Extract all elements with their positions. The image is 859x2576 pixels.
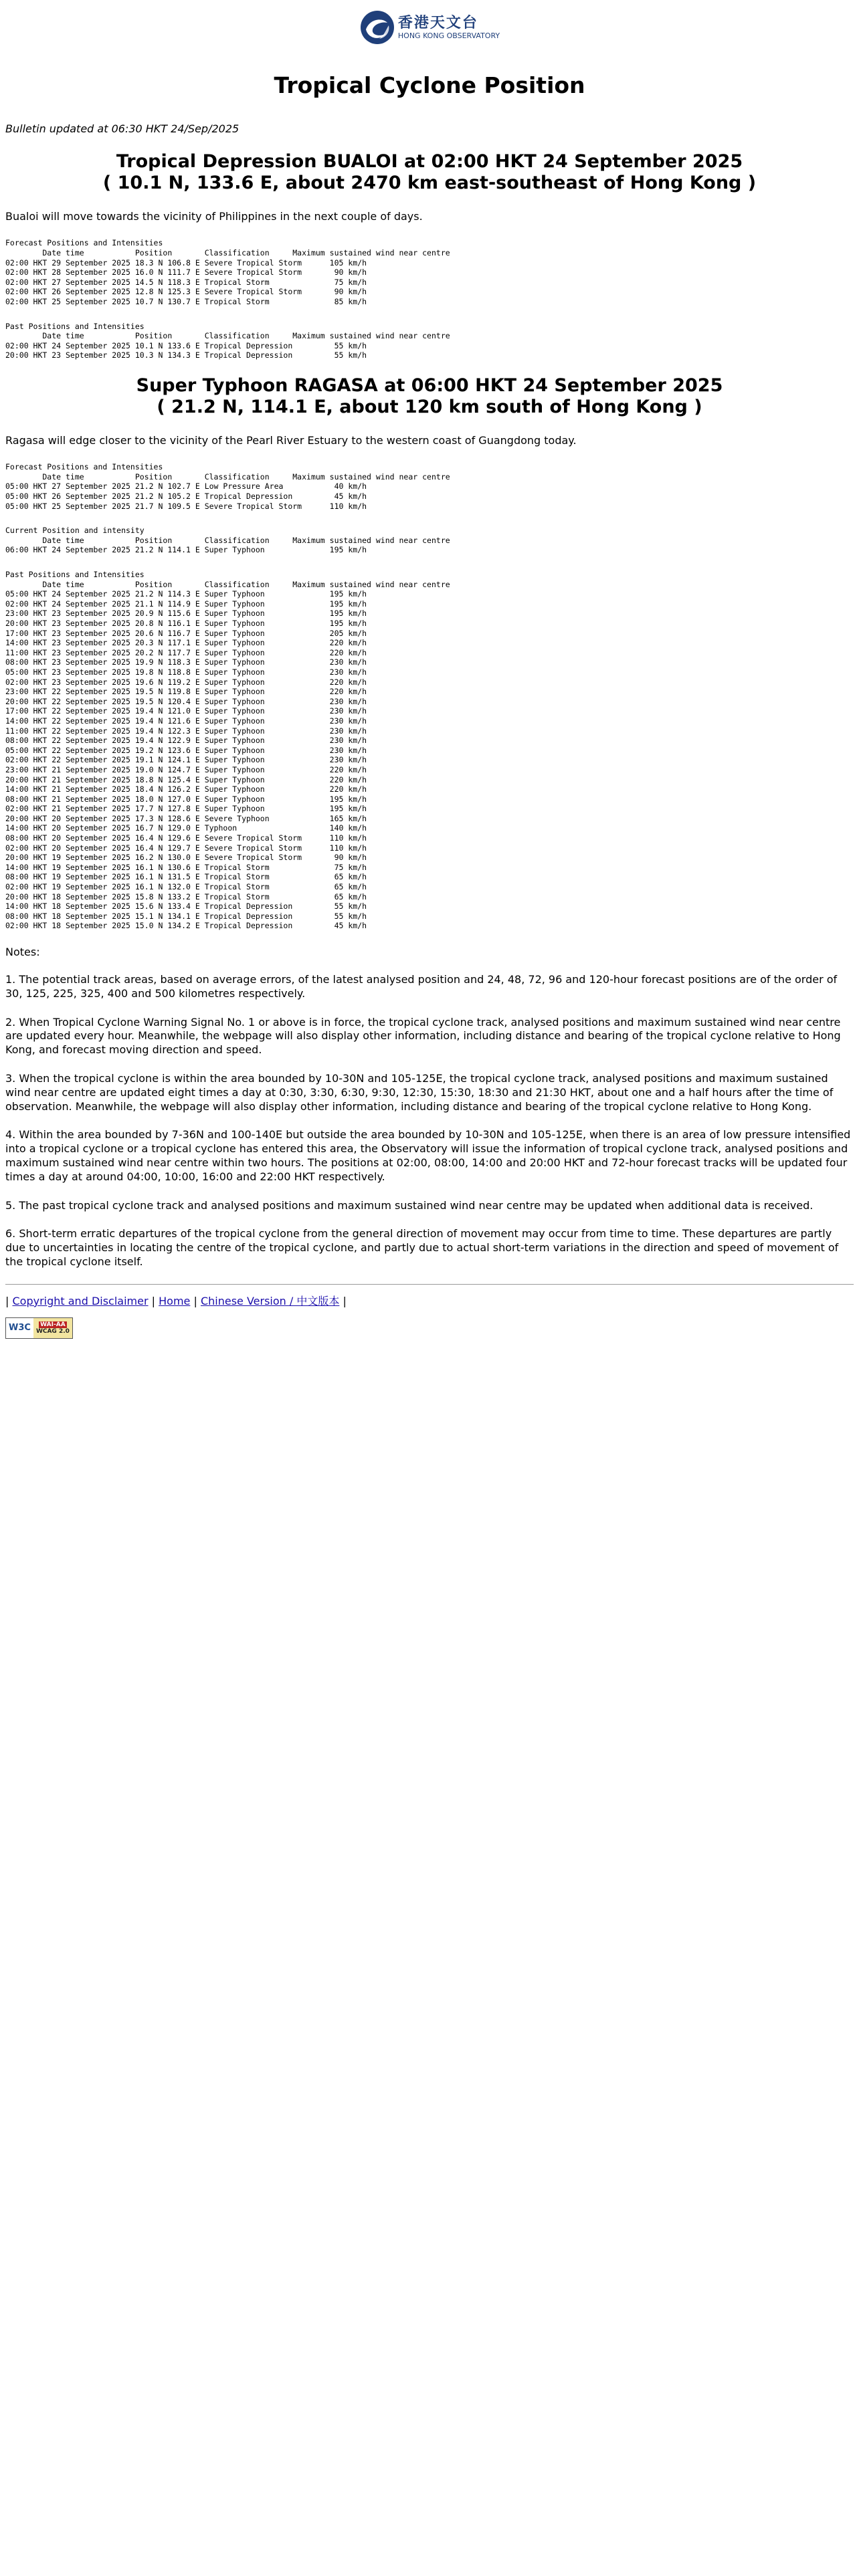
- table-row: 02:00 HKT 22 September 2025 19.1 N 124.1 E Super Typhoon 230 km/h: [5, 755, 367, 765]
- table-title: Past Positions and Intensities: [5, 321, 145, 331]
- page-title: Tropical Cyclone Position: [274, 72, 585, 98]
- table-row: 08:00 HKT 18 September 2025 15.1 N 134.1 E Tropical Depression 55 km/h: [5, 911, 367, 921]
- note-item: 3. When the tropical cyclone is within the area bounded by 10-30N and 105-125E, the tropical cyclone track, analysed positions and maximum sustained wind near centre are updated eight times a day at 0:30, 3:30, 6:30, 9:30, 12:30, 15:30, 18:30 and 21:30 HKT, about one and a half hours after the time of observation. Meanwhile, the webpage will also display other information, including distance and bearing of the tropical cyclone relative to Hong Kong.: [5, 1071, 834, 1113]
- table-title: Current Position and intensity: [5, 526, 145, 536]
- table-row: 02:00 HKT 26 September 2025 12.8 N 125.3 E Severe Tropical Storm 90 km/h: [5, 287, 367, 297]
- table-row: 02:00 HKT 29 September 2025 18.3 N 106.8 E Severe Tropical Storm 105 km/h: [5, 257, 367, 267]
- table-row: 02:00 HKT 20 September 2025 16.4 N 129.7 E Severe Tropical Storm 110 km/h: [5, 843, 367, 853]
- table-row: 02:00 HKT 27 September 2025 14.5 N 118.3 E Tropical Storm 75 km/h: [5, 277, 367, 287]
- table-row: 14:00 HKT 19 September 2025 16.1 N 130.6 E Tropical Storm 75 km/h: [5, 862, 367, 872]
- table-row: 20:00 HKT 19 September 2025 16.2 N 130.0 E Severe Tropical Storm 90 km/h: [5, 853, 367, 863]
- position-table: [5, 238, 854, 306]
- table-row: 06:00 HKT 24 September 2025 21.2 N 114.1 E Super Typhoon 195 km/h: [5, 545, 367, 555]
- table-row: 20:00 HKT 22 September 2025 19.5 N 120.4 E Super Typhoon 230 km/h: [5, 696, 367, 706]
- table-header: Date time Position Classification Maximum sustained wind near centre: [5, 247, 450, 257]
- note-item: 2. When Tropical Cyclone Warning Signal No. 1 or above is in force, the tropical cyclone track, analysed positions and maximum sustained wind near centre are updated every hour. Meanwhile, the webpage will also display other information, including distance and bearing of the tropical cyclone relative to Hong Kong, and forecast moving direction and speed.: [5, 1015, 841, 1057]
- table-row: 05:00 HKT 27 September 2025 21.2 N 102.7 E Low Pressure Area 40 km/h: [5, 481, 367, 492]
- table-title: Forecast Positions and Intensities: [5, 238, 163, 248]
- storm-heading: [5, 375, 854, 419]
- note-item: 5. The past tropical cyclone track and analysed positions and maximum sustained wind near centre may be updated when additional data is received.: [5, 1198, 814, 1212]
- table-row: 14:00 HKT 23 September 2025 20.3 N 117.1 E Super Typhoon 220 km/h: [5, 638, 367, 648]
- table-header: Date time Position Classification Maximum sustained wind near centre: [5, 535, 450, 545]
- footer-separator: |: [343, 1294, 347, 1307]
- table-row: 02:00 HKT 28 September 2025 16.0 N 111.7 E Severe Tropical Storm 90 km/h: [5, 267, 367, 278]
- table-row: 05:00 HKT 22 September 2025 19.2 N 123.6 E Super Typhoon 230 km/h: [5, 745, 367, 755]
- table-row: 11:00 HKT 22 September 2025 19.4 N 122.3 E Super Typhoon 230 km/h: [5, 726, 367, 736]
- storm-heading-line1: Tropical Depression BUALOI at 02:00 HKT 24 September 2025: [116, 151, 743, 172]
- storm-heading-line2: ( 10.1 N, 133.6 E, about 2470 km east-southeast of Hong Kong ): [102, 173, 757, 194]
- note-item: 4. Within the area bounded by 7-36N and 100-140E but outside the area bounded by 10-30N and 105-125E, when there is an area of low pressure intensified into a tropical cyclone or a tropical cyclone has entered this area, the Observatory will issue the information of tropical cyclone track, analysed positions and maximum sustained wind near centre within two hours. The positions at 02:00, 08:00, 14:00 and 20:00 HKT and 72-hour forecast tracks will be updated four times a day at around 04:00, 10:00, 16:00 and 22:00 HKT respectively.: [5, 1128, 851, 1183]
- header: [5, 0, 854, 45]
- table-row: 02:00 HKT 24 September 2025 21.1 N 114.9 E Super Typhoon 195 km/h: [5, 599, 367, 609]
- notes-title: Notes:: [5, 946, 40, 958]
- logo-english-text: HONG KONG OBSERVATORY: [397, 31, 500, 40]
- wai-level-text: WAI-AA: [40, 1321, 66, 1328]
- notes-section: [5, 946, 854, 1269]
- table-row: 20:00 HKT 18 September 2025 15.8 N 133.2 E Tropical Storm 65 km/h: [5, 891, 367, 901]
- table-row: 20:00 HKT 23 September 2025 20.8 N 116.1 E Super Typhoon 195 km/h: [5, 619, 367, 628]
- table-row: 02:00 HKT 18 September 2025 15.0 N 134.2 E Tropical Depression 45 km/h: [5, 921, 367, 931]
- table-row: 20:00 HKT 20 September 2025 17.3 N 128.6 E Severe Typhoon 165 km/h: [5, 813, 367, 823]
- footer-links: [5, 1293, 854, 1308]
- wcag-version-text: WCAG 2.0: [35, 1327, 70, 1335]
- table-row: 14:00 HKT 22 September 2025 19.4 N 121.6 E Super Typhoon 230 km/h: [5, 716, 367, 726]
- table-row: 14:00 HKT 18 September 2025 15.6 N 133.4 E Tropical Depression 55 km/h: [5, 901, 367, 911]
- table-row: 20:00 HKT 21 September 2025 18.8 N 125.4 E Super Typhoon 220 km/h: [5, 774, 367, 784]
- table-row: 05:00 HKT 26 September 2025 21.2 N 105.2 E Tropical Depression 45 km/h: [5, 492, 367, 502]
- note-item: 6. Short-term erratic departures of the tropical cyclone from the general direction of movement may occur from time to time. These departures are partly due to uncertainties in locating the centre of the tropical cyclone, and partly due to actual short-term variations in the direction and speed of movement of the tropical cyclone itself.: [5, 1227, 839, 1268]
- table-row: 02:00 HKT 24 September 2025 10.1 N 133.6 E Tropical Depression 55 km/h: [5, 340, 367, 350]
- table-row: 08:00 HKT 23 September 2025 19.9 N 118.3 E Super Typhoon 230 km/h: [5, 657, 367, 667]
- table-row: 05:00 HKT 25 September 2025 21.7 N 109.5 E Severe Tropical Storm 110 km/h: [5, 501, 367, 511]
- table-row: 02:00 HKT 19 September 2025 16.1 N 132.0 E Tropical Storm 65 km/h: [5, 882, 367, 892]
- table-title: Past Positions and Intensities: [5, 570, 145, 580]
- bulletin-update-time: Bulletin updated at 06:30 HKT 24/Sep/2025: [5, 122, 240, 135]
- position-table: [5, 462, 854, 511]
- table-row: 17:00 HKT 22 September 2025 19.4 N 121.0 E Super Typhoon 230 km/h: [5, 706, 367, 716]
- table-header: Date time Position Classification Maximum sustained wind near centre: [5, 471, 450, 481]
- storm-heading-line1: Super Typhoon RAGASA at 06:00 HKT 24 September 2025: [136, 374, 723, 396]
- table-header: Date time Position Classification Maximum sustained wind near centre: [5, 579, 450, 589]
- storm-heading: [5, 151, 854, 195]
- position-table: [5, 570, 854, 931]
- home-link[interactable]: Home: [159, 1294, 191, 1307]
- logo-chinese-text: 香港天文台: [397, 14, 478, 31]
- table-row: 05:00 HKT 24 September 2025 21.2 N 114.3 E Super Typhoon 195 km/h: [5, 589, 367, 599]
- table-row: 08:00 HKT 22 September 2025 19.4 N 122.9 E Super Typhoon 230 km/h: [5, 736, 367, 746]
- storm-summary: Bualoi will move towards the vicinity of Philippines in the next couple of days.: [5, 209, 423, 223]
- position-table: [5, 526, 854, 555]
- storm-section-ragasa: [5, 375, 854, 931]
- table-row: 08:00 HKT 21 September 2025 18.0 N 127.0 E Super Typhoon 195 km/h: [5, 794, 367, 804]
- storm-heading-line2: ( 21.2 N, 114.1 E, about 120 km south of Hong Kong ): [157, 397, 702, 418]
- footer-divider: [5, 1284, 854, 1285]
- storm-summary: Ragasa will edge closer to the vicinity of the Pearl River Estuary to the western coast of Guangdong today.: [5, 433, 577, 447]
- chinese-version-link[interactable]: Chinese Version / 中文版本: [200, 1294, 340, 1307]
- note-item: 1. The potential track areas, based on average errors, of the latest analysed position and 24, 48, 72, 96 and 120-hour forecast positions are of the order of 30, 125, 225, 325, 400 and 500 kilometres respectively.: [5, 973, 838, 1000]
- footer-separator: |: [151, 1294, 156, 1307]
- table-row: 20:00 HKT 23 September 2025 10.3 N 134.3 E Tropical Depression 55 km/h: [5, 350, 367, 360]
- table-row: 17:00 HKT 23 September 2025 20.6 N 116.7 E Super Typhoon 205 km/h: [5, 628, 367, 638]
- table-header: Date time Position Classification Maximum sustained wind near centre: [5, 331, 450, 341]
- hko-logo[interactable]: [359, 9, 500, 45]
- table-row: 14:00 HKT 20 September 2025 16.7 N 129.0 E Typhoon 140 km/h: [5, 823, 367, 833]
- w3c-wcag-badge[interactable]: [5, 1317, 73, 1339]
- table-row: 02:00 HKT 25 September 2025 10.7 N 130.7 E Tropical Storm 85 km/h: [5, 296, 367, 306]
- storm-section-bualoi: [5, 151, 854, 360]
- table-row: 23:00 HKT 21 September 2025 19.0 N 124.7 E Super Typhoon 220 km/h: [5, 764, 367, 774]
- footer-separator: |: [5, 1294, 9, 1307]
- table-row: 02:00 HKT 23 September 2025 19.6 N 119.2 E Super Typhoon 220 km/h: [5, 677, 367, 687]
- table-title: Forecast Positions and Intensities: [5, 462, 163, 472]
- table-row: 23:00 HKT 23 September 2025 20.9 N 115.6 E Super Typhoon 195 km/h: [5, 609, 367, 619]
- hko-emblem-icon: [359, 9, 395, 45]
- table-row: 02:00 HKT 21 September 2025 17.7 N 127.8 E Super Typhoon 195 km/h: [5, 804, 367, 814]
- position-table: [5, 322, 854, 360]
- table-row: 14:00 HKT 21 September 2025 18.4 N 126.2 E Super Typhoon 220 km/h: [5, 784, 367, 794]
- table-row: 11:00 HKT 23 September 2025 20.2 N 117.7 E Super Typhoon 220 km/h: [5, 647, 367, 657]
- footer-separator: |: [193, 1294, 197, 1307]
- table-row: 08:00 HKT 19 September 2025 16.1 N 131.5 E Tropical Storm 65 km/h: [5, 872, 367, 882]
- w3c-logo-text: W3C: [6, 1318, 33, 1338]
- table-row: 08:00 HKT 20 September 2025 16.4 N 129.6 E Severe Tropical Storm 110 km/h: [5, 833, 367, 843]
- table-row: 23:00 HKT 22 September 2025 19.5 N 119.8 E Super Typhoon 220 km/h: [5, 687, 367, 697]
- table-row: 05:00 HKT 23 September 2025 19.8 N 118.8 E Super Typhoon 230 km/h: [5, 667, 367, 677]
- copyright-disclaimer-link[interactable]: Copyright and Disclaimer: [12, 1294, 149, 1307]
